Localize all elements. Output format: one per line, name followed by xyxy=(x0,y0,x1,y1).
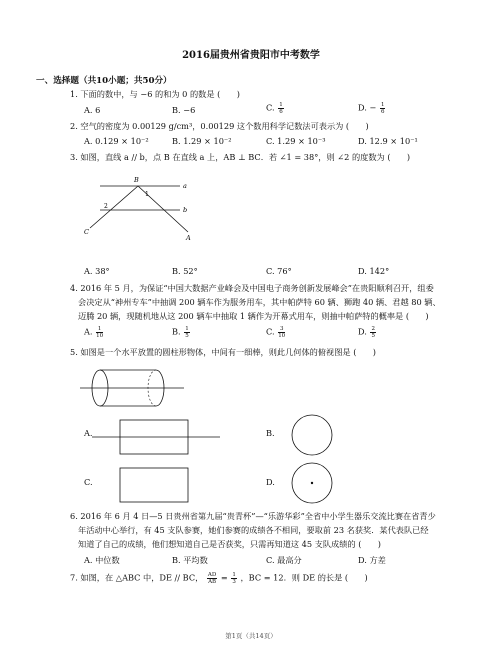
q3-stem: 3. 如图，直线 a // b，点 B 在直线 a 上，AB ⊥ BC．若 ∠1 = 38°，则 ∠2 的度数为 ( ) xyxy=(70,152,411,162)
q3-label-line-a: a xyxy=(183,182,187,190)
q3-label-angle-1: 1 xyxy=(145,191,149,198)
q3-option-c: C. 76° xyxy=(266,266,292,276)
q1-option-d: D. − $\frac{1}{6}$ xyxy=(358,102,385,115)
q5-option-a-label: A. xyxy=(84,428,93,438)
q2-option-c: C. 1.29 × 10⁻³ xyxy=(266,136,326,146)
q3-label-line-b: b xyxy=(183,206,188,214)
q2-option-a: A. 0.129 × 10⁻² xyxy=(84,136,149,146)
q5-cylinder-figure xyxy=(80,362,190,418)
q5-option-c-figure xyxy=(100,465,220,505)
q1-option-c: C. $\frac{1}{6}$ xyxy=(266,102,283,115)
q1-option-b: B. −6 xyxy=(172,105,196,115)
q6-option-c: C. 最高分 xyxy=(266,555,302,565)
q4-line-1: 4. 2016 年 5 月，为保证“中国大数据产业峰会及中国电子商务创新发展峰会”在贵阳顺利召开，组委 xyxy=(70,283,434,293)
q5-stem: 5. 如图是一个水平放置的圆柱形物体，中间有一细棒，则此几何体的俯视图是 ( ) xyxy=(70,347,376,357)
q3-label-c-point: C xyxy=(84,228,89,236)
page-footer: 第1页（共14页） xyxy=(225,632,277,640)
q1-stem: 1. 下面的数中，与 −6 的和为 0 的数是 ( ) xyxy=(70,89,240,99)
q5-option-a-figure xyxy=(80,417,230,457)
q6-option-b: B. 平均数 xyxy=(172,555,208,565)
q5-option-d-label: D. xyxy=(266,477,275,487)
q3-label-a-point: A xyxy=(186,234,191,242)
q7-stem: 7. 如图，在 △ABC 中，DE // BC， $\frac{AD}{AB}$ = $\frac{1}{3}$ ，BC = 12．则 DE 的长是 ( ) xyxy=(70,572,368,585)
q2-stem: 2. 空气的密度为 0.00129 g/cm³，0.00129 这个数用科学记数法可表示为 ( ) xyxy=(70,121,369,131)
q6-line-1: 6. 2016 年 6 月 4 日—5 日贵州省第九届“贵青杯”—“乐游华彩”全省中小学生器乐交流比赛在省青少 xyxy=(70,511,436,521)
q4-line-3: 迈腾 20 辆，现随机地从这 200 辆车中抽取 1 辆作为开幕式用车，则抽中帕萨特的概率是 ( ) xyxy=(78,311,429,321)
q3-option-b: B. 52° xyxy=(172,266,198,276)
q4-line-2: 会决定从“神州专车”中抽调 200 辆车作为服务用车，其中帕萨特 60 辆、狮跑 40 辆、君越 80 辆、 xyxy=(78,297,441,307)
q3-label-b-point: B xyxy=(134,176,139,184)
q4-option-a: A. $\frac{1}{10}$ xyxy=(84,326,104,339)
q3-option-a: A. 38° xyxy=(84,266,110,276)
q1-option-a: A. 6 xyxy=(84,105,101,115)
q4-option-b: B. $\frac{1}{5}$ xyxy=(172,326,189,339)
q3-label-angle-2: 2 xyxy=(104,203,108,210)
q4-option-c: C. $\frac{3}{10}$ xyxy=(266,326,286,339)
page-title: 2016届贵州省贵阳市中考数学 xyxy=(182,50,320,61)
q6-option-d: D. 方差 xyxy=(358,555,386,565)
q6-option-a: A. 中位数 xyxy=(84,555,120,565)
q5-option-b-figure xyxy=(290,413,350,457)
q5-option-d-figure xyxy=(290,461,350,505)
q5-option-c-label: C. xyxy=(84,477,93,487)
section-heading: 一、选择题（共10小题；共50分） xyxy=(36,76,172,86)
q3-parallel-lines-figure xyxy=(80,172,200,242)
q3-option-d: D. 142° xyxy=(358,266,390,276)
q4-option-d: D. $\frac{2}{5}$ xyxy=(358,326,375,339)
q5-option-b-label: B. xyxy=(266,428,275,438)
q6-line-3: 知道了自己的成绩，他们想知道自己是否获奖，只需再知道这 45 支队成绩的 ( ) xyxy=(78,539,381,549)
q2-option-b: B. 1.29 × 10⁻² xyxy=(172,136,232,146)
q2-option-d: D. 12.9 × 10⁻¹ xyxy=(358,136,418,146)
q6-line-2: 年活动中心举行，有 45 支队参赛，她们参赛的成绩各不相同，要取前 23 名获奖．某代表队已经 xyxy=(78,525,429,535)
